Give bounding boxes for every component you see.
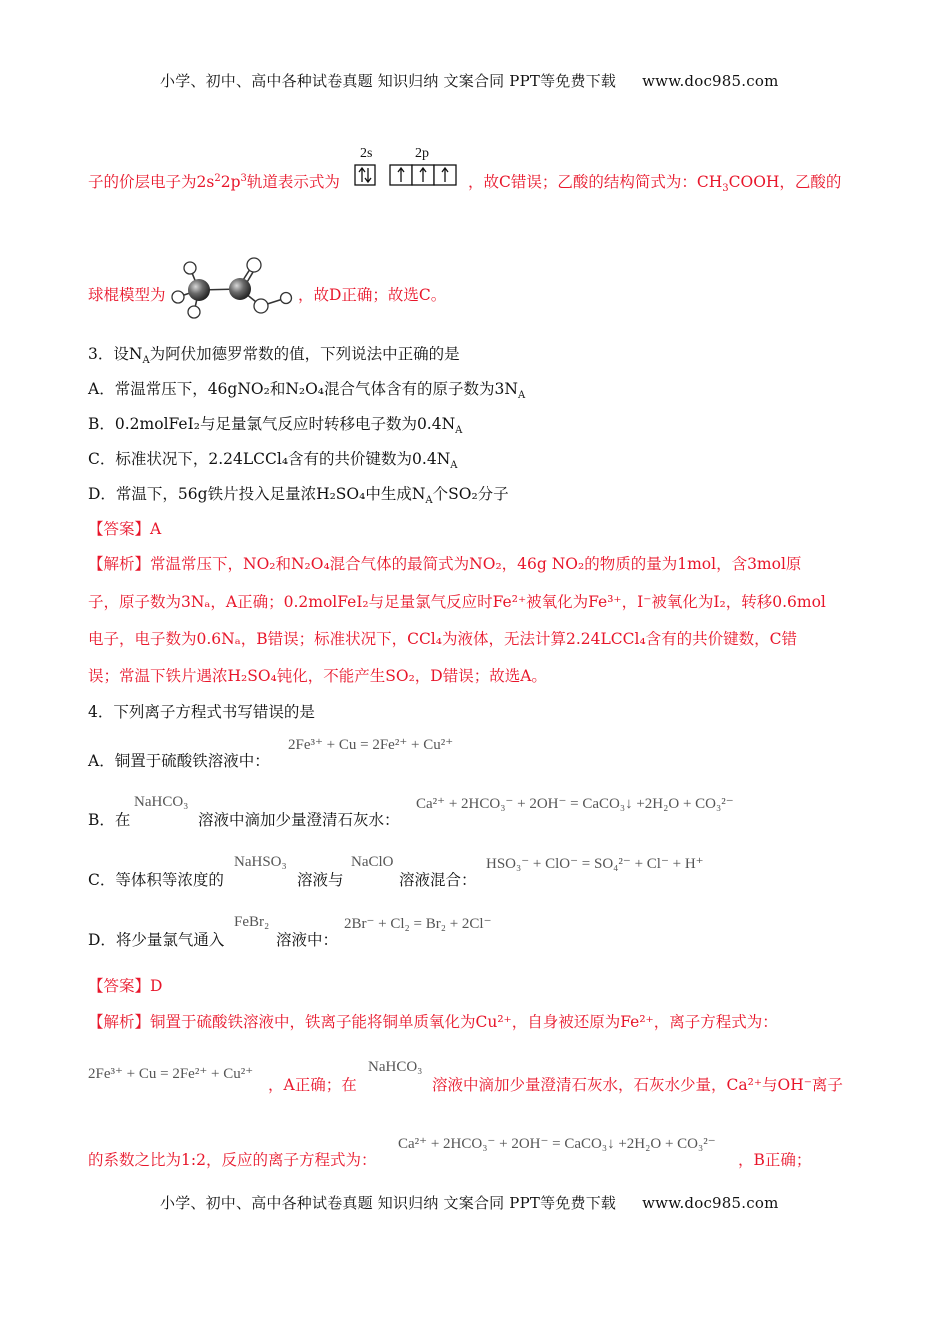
q3-explanation-line3: 电子，电子数为0.6Nₐ，B错误；标准状况下，CCl₄为液体，无法计算2.24LCCl₄含有的共价键数，C错: [88, 630, 798, 648]
q2-cont-line1b: ，故C错误；乙酸的结构简式为：$CH_3COOH$，乙酸的: [468, 173, 842, 195]
q3-explanation-line4: 误；常温下铁片遇浓H₂SO₄钝化，不能产生SO₂，D错误；故选A。: [88, 667, 547, 685]
q3-explanation-line1: 【解析】常温常压下，NO₂和N₂O₄混合气体的最简式为NO₂，46g NO₂的物质的量为1mol，含3mol原: [88, 555, 802, 573]
q4-explanation-chem: NaHCO₃: [368, 1059, 423, 1075]
q4-option-b-chem: NaHCO₃: [134, 794, 189, 810]
orbital-2s-label: 2s: [360, 146, 373, 161]
q2-cont-line1: 子的价层电子为$2s^22p^3$轨道表示式为: [88, 172, 340, 191]
q4-answer: 【答案】D: [88, 977, 163, 995]
q4-option-b-label2: 溶液中滴加少量澄清石灰水：: [198, 811, 400, 829]
hydrogen-atom: [281, 293, 292, 304]
orbital-2s-box: [355, 165, 375, 185]
q4-option-c-label1: C．等体积等浓度的: [88, 871, 224, 889]
q4-explanation-line2a: ，A正确；在: [268, 1076, 357, 1094]
q3-option-d: D．常温下，56g铁片投入足量浓H₂SO₄中生成$N_A$个SO₂分子: [88, 485, 509, 507]
hydrogen-atom: [184, 262, 196, 274]
oxygen-atom: [254, 299, 268, 313]
footer-text: 小学、初中、高中各种试卷真题 知识归纳 文案合同 PPT等免费下载: [160, 1194, 617, 1212]
orbital-2p-label: 2p: [415, 146, 429, 161]
q3-option-a: A．常温常压下，46gNO₂和N₂O₄混合气体含有的原子数为$3N_A$: [88, 380, 526, 402]
hydrogen-atom: [188, 306, 200, 318]
q4-explanation-line3a: 的系数之比为1:2，反应的离子方程式为：: [88, 1151, 377, 1169]
q4-stem: 4．下列离子方程式书写错误的是: [88, 703, 315, 721]
oxygen-atom: [247, 258, 261, 272]
orbital-diagram: [352, 142, 470, 192]
q4-explanation-eq2: Ca²⁺ + 2HCO₃⁻ + 2OH⁻ = CaCO₃↓ +2H₂O + CO₃²⁻: [398, 1136, 716, 1152]
q4-option-b-label1: B．在: [88, 811, 131, 829]
q4-option-c-chem2: NaClO: [351, 854, 394, 870]
carbon-atom: [229, 278, 251, 300]
q3-stem: 3．设$N_A$为阿伏加德罗常数的值，下列说法中正确的是: [88, 345, 460, 367]
footer-url: www.doc985.com: [642, 1194, 779, 1212]
page-footer: [160, 1192, 779, 1213]
q4-option-b-equation: Ca²⁺ + 2HCO₃⁻ + 2OH⁻ = CaCO₃↓ +2H₂O + CO₃²⁻: [416, 796, 734, 812]
q2-cont-line2b: ，故D正确；故选C。: [298, 286, 447, 304]
page-header: [160, 70, 779, 91]
q4-option-c-chem1: NaHSO₃: [234, 854, 287, 870]
q4-explanation-line3b: ，B正确；: [738, 1151, 812, 1169]
q3-option-b: B．0.2molFeI₂与足量氯气反应时转移电子数为$0.4N_A$: [88, 415, 463, 437]
q4-explanation-line2b: 溶液中滴加少量澄清石灰水，石灰水少量，Ca²⁺与OH⁻离子: [432, 1076, 843, 1094]
q3-option-c: C．标准状况下，2.24LCCl₄含有的共价键数为$0.4N_A$: [88, 450, 458, 472]
q4-option-d-label2: 溶液中：: [276, 931, 339, 949]
q4-option-d-chem: FeBr₂: [234, 914, 270, 930]
header-text: 小学、初中、高中各种试卷真题 知识归纳 文案合同 PPT等免费下载: [160, 72, 617, 90]
hydrogen-atom: [172, 291, 184, 303]
q4-explanation-line1: 【解析】铜置于硫酸铁溶液中，铁离子能将铜单质氧化为Cu²⁺，自身被还原为Fe²⁺，离子方程式为：: [88, 1013, 778, 1031]
q3-explanation-line2: 子，原子数为3Nₐ，A正确；0.2molFeI₂与足量氯气反应时Fe²⁺被氧化为Fe³⁺，I⁻被氧化为I₂，转移0.6mol: [88, 593, 826, 611]
q2-cont-line2a: 球棍模型为: [88, 286, 166, 304]
header-url: www.doc985.com: [642, 72, 779, 90]
q4-option-c-label2: 溶液与: [297, 871, 344, 889]
q4-option-a-label: A．铜置于硫酸铁溶液中：: [88, 752, 270, 770]
q3-answer: 【答案】A: [88, 520, 162, 538]
q4-explanation-eq1: 2Fe³⁺ + Cu = 2Fe²⁺ + Cu²⁺: [88, 1066, 254, 1082]
acetic-acid-ball-stick-model: [168, 254, 308, 324]
q4-option-d-label1: D．将少量氯气通入: [88, 931, 225, 949]
q4-option-c-label3: 溶液混合：: [399, 871, 477, 889]
q4-option-c-equation: HSO₃⁻ + ClO⁻ = SO₄²⁻ + Cl⁻ + H⁺: [486, 856, 704, 872]
carbon-atom: [188, 279, 210, 301]
q4-option-a-equation: 2Fe³⁺ + Cu = 2Fe²⁺ + Cu²⁺: [288, 737, 454, 753]
q4-option-d-equation: 2Br⁻ + Cl₂ = Br₂ + 2Cl⁻: [344, 916, 492, 932]
